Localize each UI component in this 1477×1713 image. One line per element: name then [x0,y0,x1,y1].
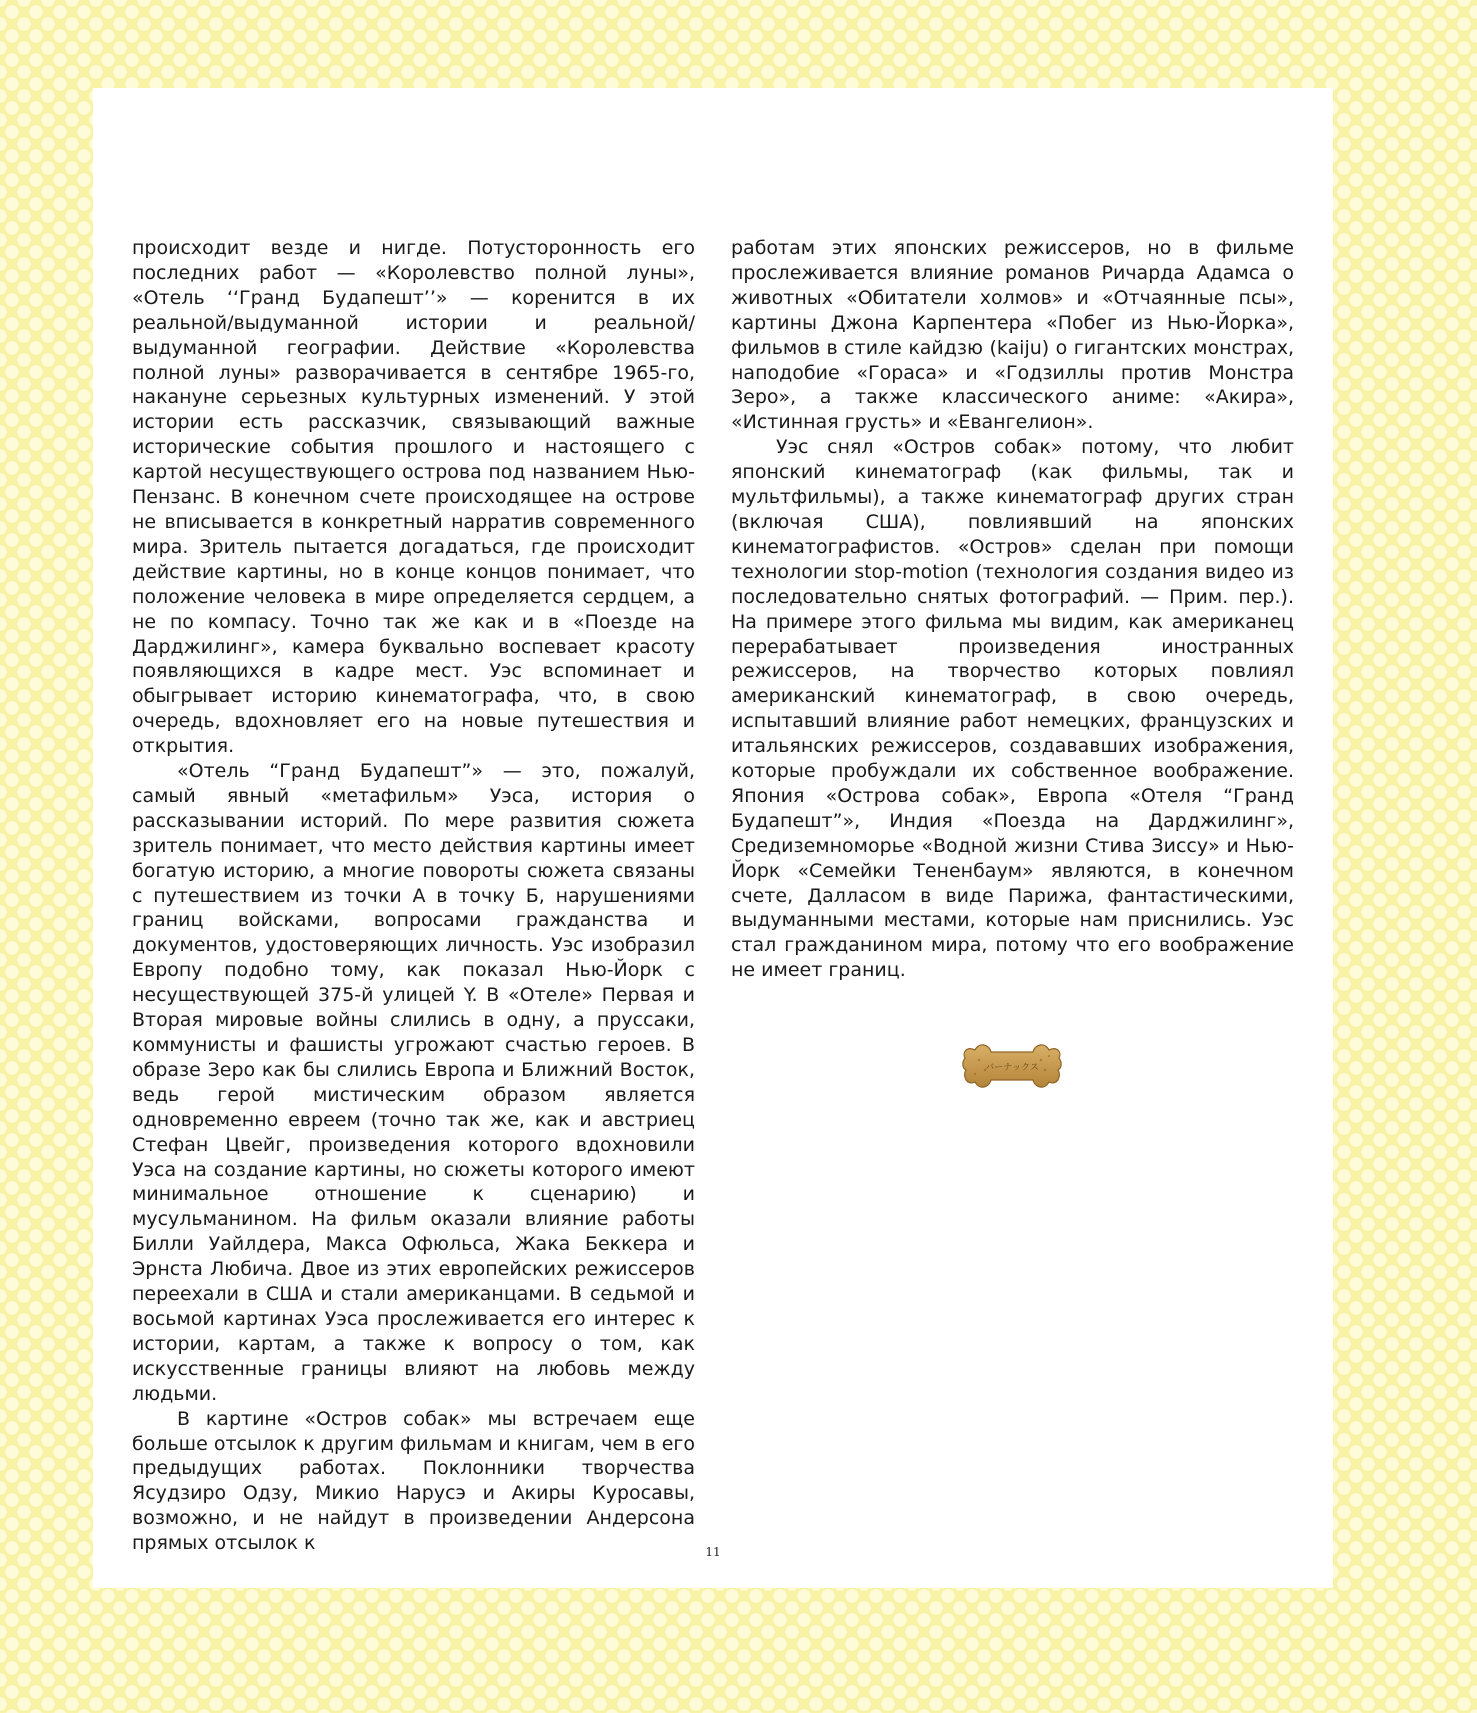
page-sheet [93,88,1333,1588]
page-number: 11 [705,1545,721,1559]
paragraph: Уэс снял «Остров собак» потому, что любит японский кинематограф (как фильмы, так и мультфильмы), а также кинематограф других стран (включая США), повлиявший на японских кинематографистов. «Остров» сделан при помощи технологии stop-motion (технология создания видео из последовательно снятых фотографий. — Прим. пер.). На примере этого фильма мы видим, как американец перерабатывает произведения иностранных режиссеров, на творчество которых повлиял американский кинематограф, в свою очередь, испытавший влияние работ немецких, французских и итальянских режиссеров, создававших изображения, которые пробуждали их собственное воображение. Япония «Острова собак», Европа «Отеля “Гранд Будапешт”», Индия «Поезда на Дарджилинг», Средиземноморье «Водной жизни Стива Зиссу» и Нью-Йорк «Семейки Тененбаум» являются, в конечном счете, Далласом в виде Парижа, фантастическими, выдуманными местами, которые нам приснились. Уэс стал гражданином мира, потому что его воображение не имеет границ. [731,436,1294,982]
bone-lettering: バーナックス [985,1063,1039,1073]
paragraph: В картине «Остров собак» мы встречаем еще больше отсылок к другим фильмам и книгам, чем в его предыдущих работах. Поклонники творчества Ясудзиро Одзу, Микио Нарусэ и Акиры Куросавы, возможно, и не найдут в произведении Андерсона прямых отсылок к [132,1407,695,1555]
paragraph: происходит везде и нигде. Потусторонность его последних работ — «Королевство полной луны», «Отель ‘‘Гранд Будапешт’’» — коренится в их реальной/выдуманной истории и реальной/выдуманной географии. Действие «Королевства полной луны» разворачивается в сентябре 1965-го, накануне серьезных культурных изменений. У этой истории есть рассказчик, связывающий важные исторические события прошлого и настоящего с картой несуществующего острова под названием Нью-Пензанс. В конечном счете происходящее на острове не вписывается в конкретный нарратив современного мира. Зритель пытается догадаться, где происходит действие картины, но в конце концов понимает, что положение человека в мире определяется сердцем, а не по компасу. Точно так же как и в «Поезде на Дарджилинг», камера буквально воспевает красоту появляющихся в кадре мест. Уэс вспоминает и обыгрывает историю кинематографа, что, в свою очередь, вдохновляет его на новые путешествия и открытия. [132,237,695,758]
paragraph: работам этих японских режиссеров, но в фильме прослеживается влияние романов Ричарда Адамса о животных «Обитатели холмов» и «Отчаянные псы», картины Джона Карпентера «Побег из Нью-Йорка», фильмов в стиле кайдзю (kaiju) о гигантских монстрах, наподобие «Гораса» и «Годзиллы против Монстра Зеро», а также классического аниме: «Акира», «Истинная грусть» и «Евангелион». [731,237,1294,434]
text-column-right [731,236,1294,983]
dog-biscuit-bone-icon [961,1040,1063,1096]
text-column-left [132,236,695,1556]
paragraph: «Отель “Гранд Будапешт”» — это, пожалуй, самый явный «метафильм» Уэса, история о рассказывании историй. По мере развития сюжета зритель понимает, что место действия картины имеет богатую историю, а многие повороты сюжета связаны с путешествием из точки А в точку Б, нарушениями границ войсками, вопросами гражданства и документов, удостоверяющих личность. Уэс изобразил Европу подобно тому, как показал Нью-Йорк с несуществующей 375-й улицей Y. В «Отеле» Первая и Вторая мировые войны слились в одну, а пруссаки, коммунисты и фашисты угрожают счастью героев. В образе Зеро как бы слились Европа и Ближний Восток, ведь герой мистическим образом является одновременно евреем (точно так же, как и австриец Стефан Цвейг, произведения которого вдохновили Уэса на создание картины, но сюжеты которого имеют минимальное отношение к сценарию) и мусульманином. На фильм оказали влияние работы Билли Уайлдера, Макса Офюльса, Жака Беккера и Эрнста Любича. Двое из этих европейских режиссеров переехали в США и стали американцами. В седьмой и восьмой картинах Уэса прослеживается его интерес к истории, картам, а также к вопросу о том, как искусственные границы влияют на любовь между людьми. [132,760,695,1405]
